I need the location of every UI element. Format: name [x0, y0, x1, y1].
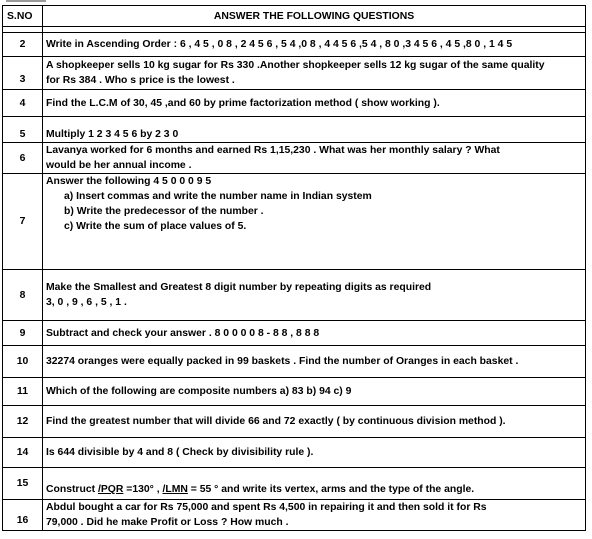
question-number: 7: [3, 174, 43, 270]
question-text: [43, 378, 586, 406]
table-row: [3, 378, 586, 406]
sno-header: S.NO: [3, 6, 43, 27]
question-text-part: = 55 ° and write its vertex, arms and the type of the angle.: [187, 484, 475, 495]
question-line: would be her annual income .: [46, 160, 192, 171]
question-text-part: =130° ,: [123, 484, 163, 495]
header-row: [3, 6, 586, 27]
question-line: A shopkeeper sells 10 kg sugar for Rs 330 .Another shopkeeper sells 12 kg sugar of the same quality: [46, 60, 545, 71]
question-line: 3, 0 , 9 , 6 , 5 , 1 .: [46, 297, 127, 308]
question-number: 10: [3, 346, 43, 378]
question-line: Find the L.C.M of 30, 45 ,and 60 by prime factorization method ( show working ).: [46, 97, 440, 109]
question-line: Which of the following are composite numbers a) 83 b) 94 c) 9: [46, 386, 352, 397]
question-number: 8: [3, 270, 43, 321]
table-row: [3, 406, 586, 438]
title-header: ANSWER THE FOLLOWING QUESTIONS: [43, 6, 586, 27]
angle-pqr-label: /PQR: [97, 484, 124, 495]
question-line: Find the greatest number that will divide 66 and 72 exactly ( by continuous division method ).: [46, 416, 506, 427]
question-text: [43, 346, 586, 378]
question-line: for Rs 384 . Who s price is the lowest .: [46, 75, 235, 86]
question-line: 79,000 . Did he make Profit or Loss ? How much .: [46, 517, 289, 528]
question-number: 3: [3, 57, 43, 90]
question-line: Abdul bought a car for Rs 75,000 and spent Rs 4,500 in repairing it and then sold it for Rs: [46, 502, 487, 513]
table-row: [3, 346, 586, 378]
question-number: 15: [3, 468, 43, 500]
table-row: [3, 33, 586, 57]
question-line: Multiply 1 2 3 4 5 6 by 2 3 0: [46, 129, 179, 140]
question-number: 16: [3, 500, 43, 531]
table-row: [3, 438, 586, 468]
table-row: [3, 90, 586, 117]
angle-lmn-label: /LMN: [162, 484, 188, 495]
question-text: [43, 406, 586, 438]
question-line: Answer the following 4 5 0 0 0 9 5: [46, 176, 212, 187]
table-row: [3, 468, 586, 500]
question-subitem: a) Insert commas and write the number name in Indian system: [64, 191, 372, 202]
question-number: 11: [3, 378, 43, 406]
question-text-part: Construct: [46, 484, 98, 495]
top-decoration-line: [6, 0, 46, 2]
table-row: [3, 57, 586, 90]
question-number: 2: [3, 33, 43, 57]
question-text: [43, 438, 586, 468]
question-line: Subtract and check your answer . 8 0 0 0 0 8 - 8 8 , 8 8 8: [46, 327, 320, 339]
question-text: [43, 174, 586, 270]
question-text: [43, 321, 586, 346]
question-text: [43, 57, 586, 90]
questions-table: [2, 5, 586, 531]
question-text: [43, 33, 586, 57]
table-row: [3, 270, 586, 321]
question-number: 9: [3, 321, 43, 346]
question-subitem: c) Write the sum of place values of 5.: [64, 221, 247, 232]
question-number: 6: [3, 143, 43, 174]
question-text: [43, 270, 586, 321]
table-row: [3, 321, 586, 346]
question-number: 5: [3, 117, 43, 143]
question-text: [43, 117, 586, 143]
question-line: 32274 oranges were equally packed in 99 baskets . Find the number of Oranges in each basket .: [46, 356, 519, 367]
question-number: 14: [3, 438, 43, 468]
question-text: [43, 500, 586, 531]
question-line: Is 644 divisible by 4 and 8 ( Check by divisibility rule ).: [46, 447, 314, 458]
question-line: Make the Smallest and Greatest 8 digit number by repeating digits as required: [46, 282, 432, 293]
table-row: [3, 117, 586, 143]
table-row: [3, 500, 586, 531]
question-line: [46, 482, 582, 497]
table-row: [3, 174, 586, 270]
question-text: [43, 468, 586, 500]
question-text: [43, 90, 586, 117]
table-row: [3, 143, 586, 174]
question-number: 12: [3, 406, 43, 438]
question-line: Lavanya worked for 6 months and earned Rs 1,15,230 . What was her monthly salary ? What: [46, 145, 500, 156]
question-text: [43, 143, 586, 174]
question-subitem: b) Write the predecessor of the number .: [64, 206, 264, 217]
question-number: 4: [3, 90, 43, 117]
question-line: Write in Ascending Order : 6 , 4 5 , 0 8 , 2 4 5 6 , 5 4 ,0 8 , 4 4 5 6 ,5 4 , 8 0 ,3 4 5 6 , 4 5 ,8 0 , 1 4 5: [46, 39, 513, 50]
